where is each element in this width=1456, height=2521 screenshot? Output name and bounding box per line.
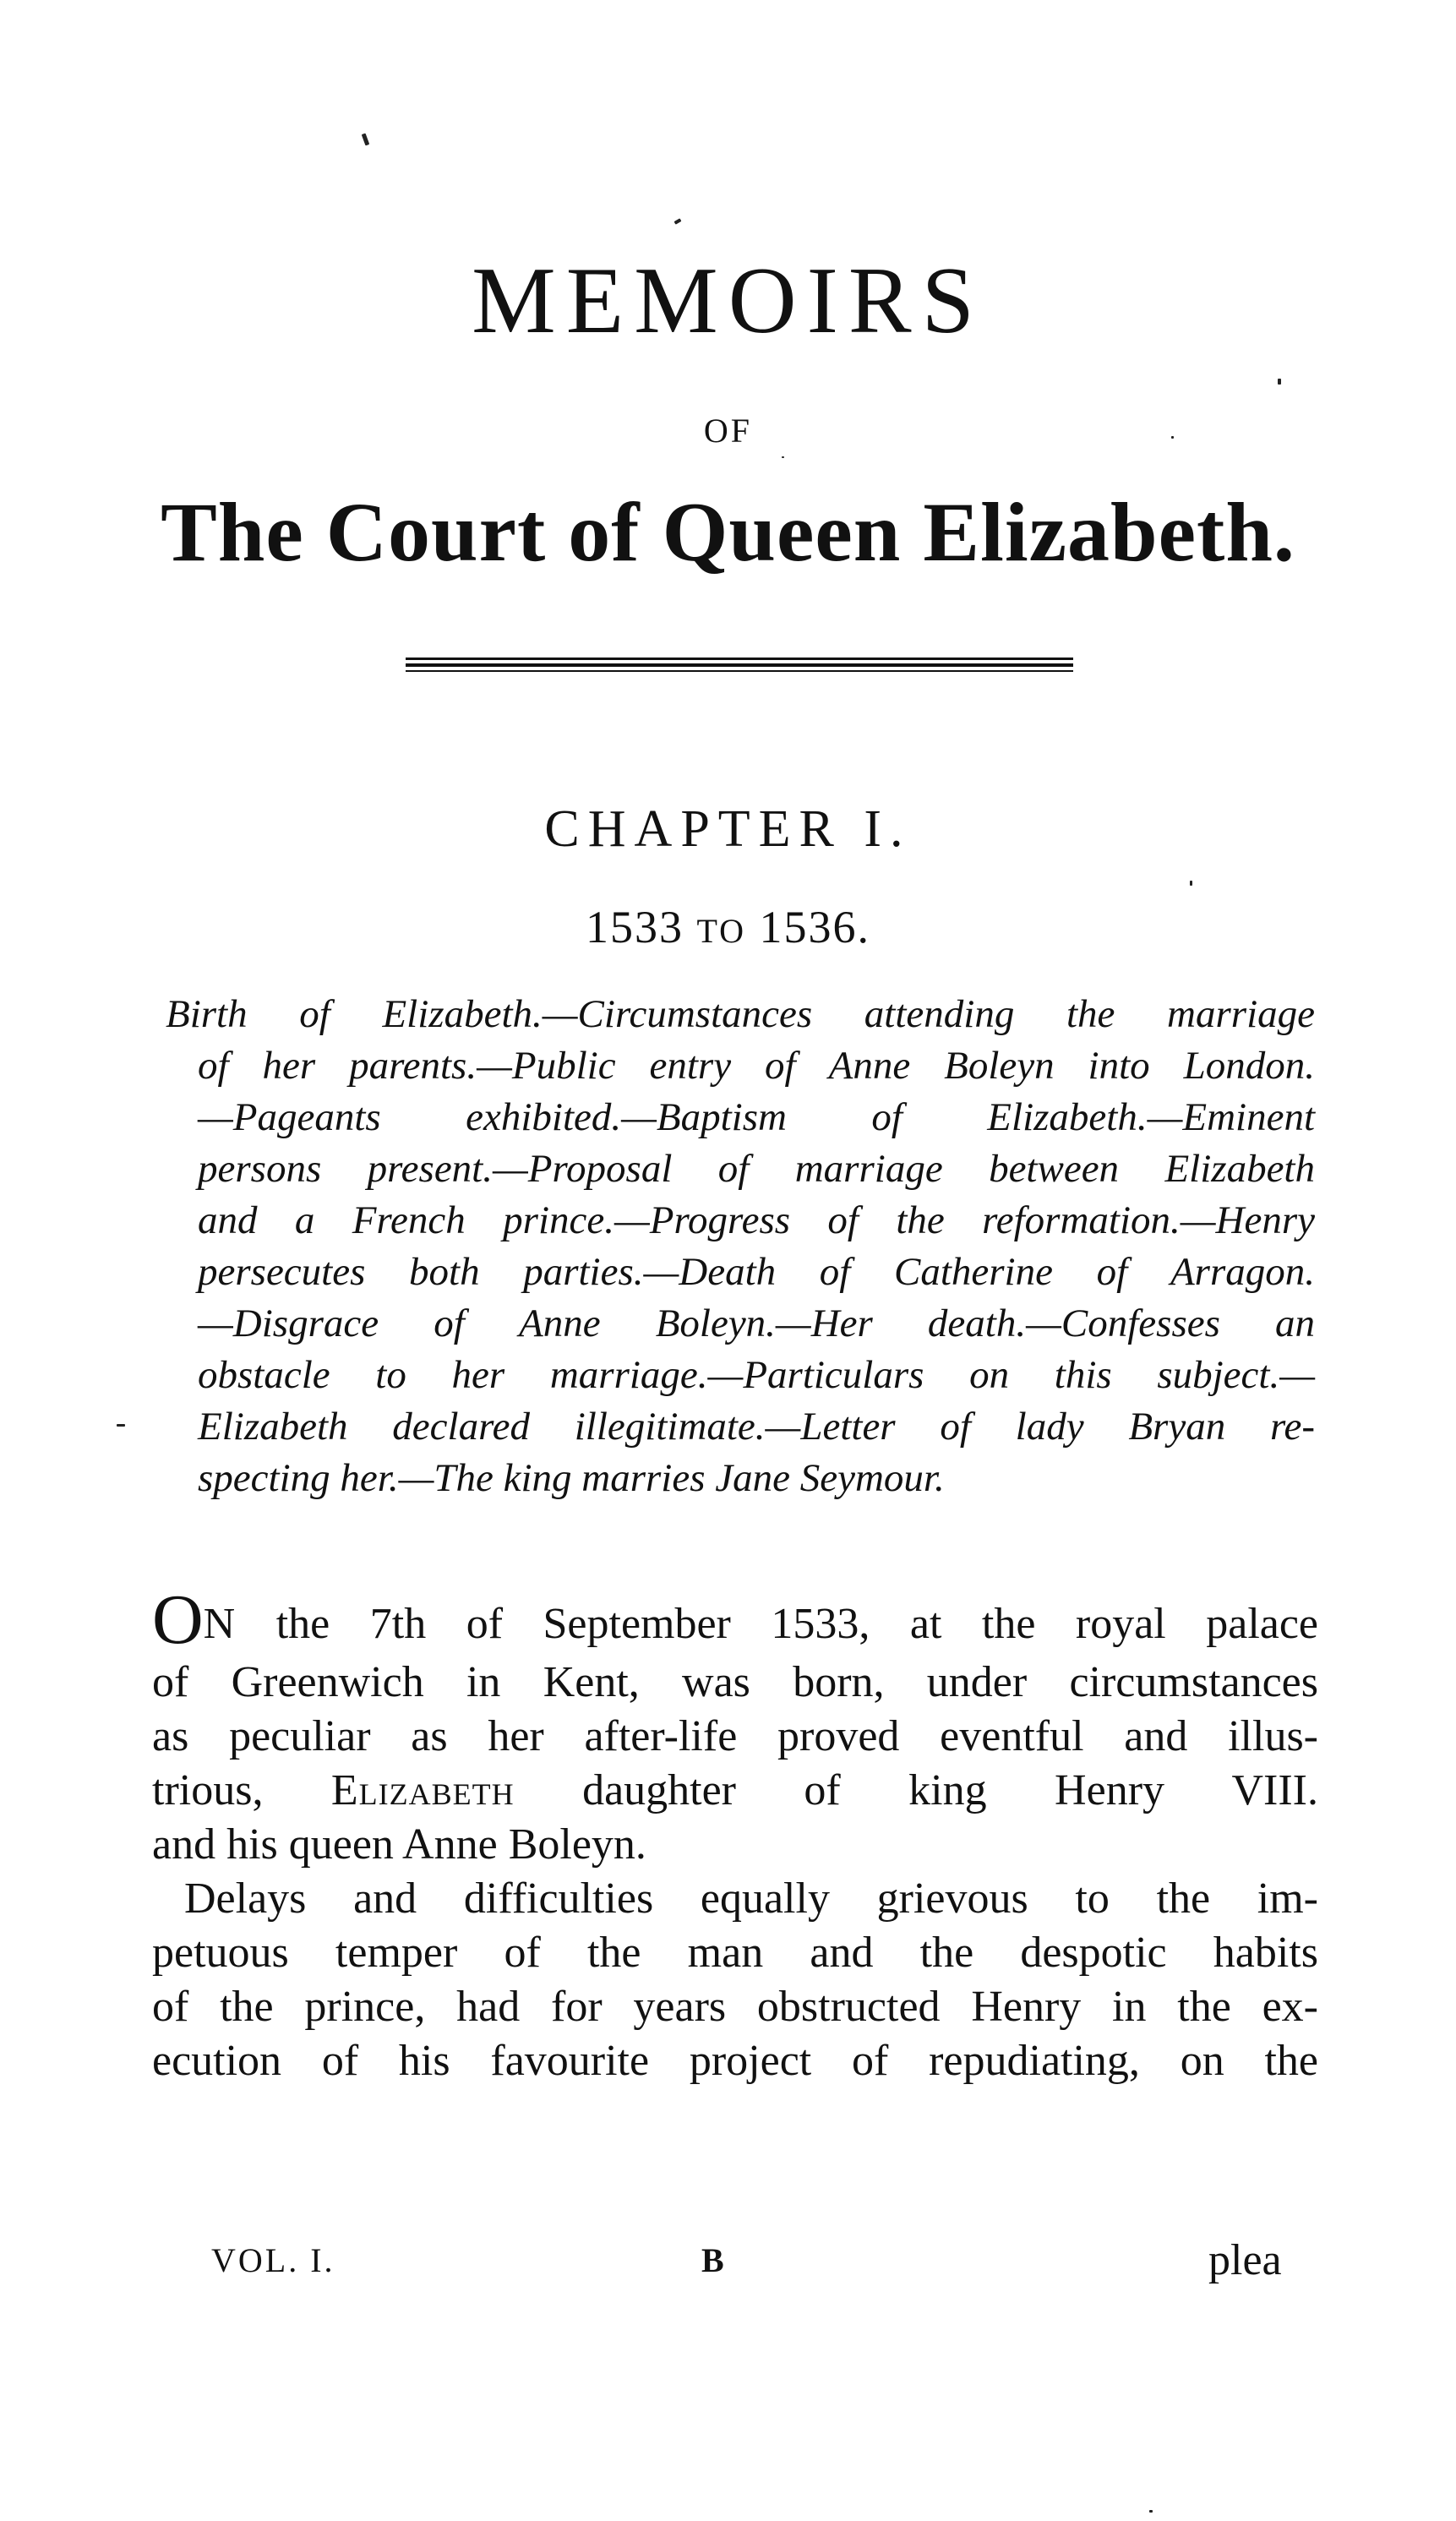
body-line: ecution of his favourite project of repudiating, on the — [152, 2037, 1318, 2085]
summary-line: —Pageants exhibited.—Baptism of Elizabeth.—Eminent — [198, 1095, 1315, 1139]
scan-speck — [362, 134, 369, 146]
signature-mark: B — [701, 2241, 724, 2279]
scan-speck — [674, 218, 682, 224]
chapter-summary — [166, 989, 1315, 1504]
body-line: trious, Elizabeth daughter of king Henry VIII. — [152, 1766, 1319, 1814]
scan-speck — [1190, 881, 1192, 886]
summary-line: persons present.—Proposal of marriage between Elizabeth — [198, 1147, 1315, 1191]
volume-label: VOL. I. — [211, 2241, 335, 2279]
scan-speck — [1278, 379, 1281, 385]
scan-speck — [782, 456, 784, 458]
drop-cap: O — [152, 1580, 204, 1659]
body-line: petuous temper of the man and the despotic habits — [152, 1929, 1318, 1977]
summary-line: obstacle to her marriage.—Particulars on this subject.— — [198, 1353, 1315, 1397]
chapter-dates — [0, 904, 1456, 950]
summary-line: Birth of Elizabeth.—Circumstances attending the marriage — [166, 992, 1315, 1036]
body-line: of Greenwich in Kent, was born, under circumstances — [152, 1658, 1318, 1706]
book-title: MEMOIRS — [472, 248, 984, 353]
body-line: Delays and difficulties equally grievous to the im- — [184, 1874, 1318, 1923]
title-of: OF — [703, 412, 753, 450]
catchword: plea — [1208, 2236, 1282, 2284]
scan-speck — [117, 1424, 125, 1427]
summary-line: —Disgrace of Anne Boleyn.—Her death.—Confesses an — [198, 1301, 1315, 1345]
chapter-heading: CHAPTER I. — [544, 800, 912, 858]
summary-line: of her parents.—Public entry of Anne Boleyn into London. — [198, 1044, 1315, 1088]
date-start: 1533 — [585, 902, 684, 952]
summary-line: persecutes both parties.—Death of Catherine of Arragon. — [198, 1250, 1315, 1294]
body-line: ON the 7th of September 1533, at the royal palace — [152, 1580, 1319, 1659]
body-line: and his queen Anne Boleyn. — [152, 1820, 646, 1869]
summary-line: Elizabeth declared illegitimate.—Letter of lady Bryan re- — [198, 1405, 1315, 1449]
book-subtitle: The Court of Queen Elizabeth. — [161, 485, 1295, 579]
body-line: of the prince, had for years obstructed Henry in the ex- — [152, 1983, 1318, 2031]
name-elizabeth: Elizabeth — [330, 1766, 515, 1814]
page-footer — [0, 2235, 1456, 2295]
summary-line: specting her.—The king marries Jane Seymour. — [198, 1456, 945, 1500]
date-to: TO — [696, 912, 747, 950]
drop-cap-rest: N — [203, 1600, 237, 1648]
title-rule — [406, 658, 1073, 673]
summary-line: and a French prince.—Progress of the reformation.—Henry — [198, 1198, 1315, 1242]
scan-speck — [1149, 2510, 1153, 2513]
body-line: as peculiar as her after-life proved eventful and illus- — [152, 1712, 1318, 1760]
date-end: 1536. — [759, 902, 871, 952]
body-text — [152, 1580, 1319, 2088]
